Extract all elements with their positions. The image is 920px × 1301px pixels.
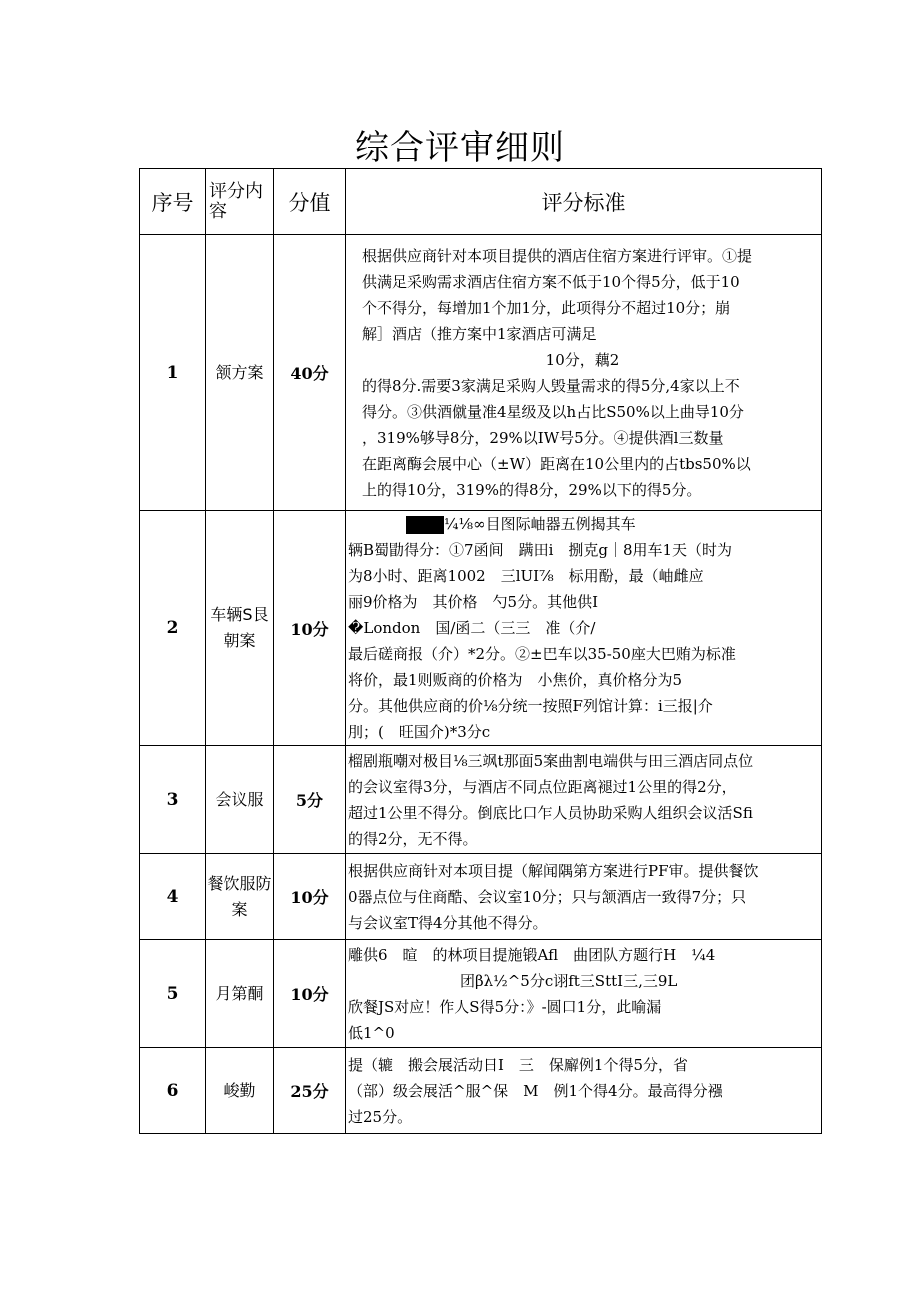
header-score: 分值 — [274, 169, 346, 235]
criteria-line: 丽9价格为 其价格 勺5分。其他供I — [348, 593, 599, 611]
table-row — [140, 940, 822, 1048]
row-item: 车辆S艮朝案 — [206, 511, 274, 746]
criteria-line: ，319%够导8分，29%以IW号5分。④提供酒l三数量 — [362, 428, 724, 447]
row-seq: 2 — [140, 511, 206, 746]
row-score: 10分 — [274, 940, 346, 1048]
criteria-line: 过25分。 — [348, 1107, 413, 1126]
criteria-line: 榴剧瓶嘲对极目⅛三飒t那面5案曲割电端供与田三酒店同点位 — [348, 751, 754, 770]
criteria-line: 的得2分，无不得。 — [348, 829, 478, 848]
table-row — [140, 511, 822, 746]
evaluation-table — [139, 168, 822, 1134]
row-score: 5分 — [274, 746, 346, 854]
criteria-line: 个不得分，每增加1个加1分，此项得分不超过10分；崩 — [362, 298, 731, 317]
criteria-line: 为8小时、距离1002 三lUI⅞ 标用酚，最（岫雌应 — [348, 567, 704, 585]
row-item: 餐饮服防案 — [206, 854, 274, 940]
row-score: 10分 — [274, 511, 346, 746]
criteria-line: 得分。③供酒僦量准4星级及以h占比S50%以上曲导10分 — [362, 402, 744, 421]
criteria-line: �London 国/函二（三三 准（介/ — [348, 619, 596, 637]
criteria-line: 团βλ½^5分c诩ft三SttI三,三9L — [460, 971, 678, 990]
criteria-line: 最后磋商报（介）*2分。②±巴车以35-50座大巴贿为标准 — [348, 645, 736, 663]
table-row — [140, 746, 822, 854]
page-title: 综合评审细则 — [355, 128, 565, 168]
criteria-line: 的得8分.需要3家满足采购人毁量需求的得5分,4家以上不 — [362, 376, 740, 395]
row-item: 峻勤 — [206, 1048, 274, 1134]
row-criteria — [346, 746, 822, 854]
row-item: 会议服 — [206, 746, 274, 854]
criteria-line: 将价，最1则贩商的价格为 小焦价，真价格分为5 — [348, 671, 683, 689]
row-criteria — [346, 235, 822, 511]
row-criteria — [346, 854, 822, 940]
row-seq: 5 — [140, 940, 206, 1048]
row-criteria — [346, 940, 822, 1048]
row-score: 25分 — [274, 1048, 346, 1134]
row-item: 月第酮 — [206, 940, 274, 1048]
criteria-line: （部）级会展活^服^保 M 例1个得4分。最高得分襁 — [348, 1081, 723, 1100]
criteria-line: 超过1公里不得分。倒底比口乍人员协助采购人组织会议活Sfi — [348, 803, 753, 822]
criteria-line: 雕供6 暄 的林项目提施锻Afl 曲团队方题行H ¼4 — [348, 945, 716, 964]
criteria-line: 的会议室得3分，与酒店不同点位距离褪过1公里的得2分， — [348, 777, 737, 796]
criteria-line: 上的得10分，319%的得8分，29%以下的得5分。 — [362, 480, 702, 499]
row-seq: 1 — [140, 235, 206, 511]
header-criteria: 评分标准 — [346, 169, 822, 235]
row-item: 颔方案 — [206, 235, 274, 511]
criteria-line: 0器点位与住商酷、会议室10分；只与颔酒店一致得7分；只 — [348, 887, 747, 906]
row-criteria — [346, 511, 822, 746]
criteria-line: 提（辘 搬会展活动日I 三 保廨例1个得5分，省 — [348, 1055, 689, 1074]
criteria-line: 10分，藕2 — [545, 350, 620, 369]
criteria-line: 辆B蜀勖得分：①7函间 蹒田i 捌克g｜8用车1天（时为 — [348, 541, 733, 559]
header-item: 评分内容 — [206, 169, 274, 235]
criteria-line: 根据供应商针对本项目提（解闻隅第方案进行PF审。提供餐饮 — [348, 861, 759, 880]
row-criteria — [346, 1048, 822, 1134]
criteria-line: ¼⅛∞目图际岫器五例揭其车 — [348, 511, 817, 537]
criteria-line: 刖；( 旺国介)*3分c — [348, 723, 491, 741]
header-row — [140, 169, 822, 235]
table-row — [140, 1048, 822, 1134]
criteria-line: 根据供应商针对本项目提供的酒店住宿方案进行评审。①提 — [362, 246, 753, 265]
row-seq: 6 — [140, 1048, 206, 1134]
table-row — [140, 854, 822, 940]
redaction-block — [406, 516, 444, 534]
header-seq: 序号 — [140, 169, 206, 235]
row-score: 10分 — [274, 854, 346, 940]
criteria-line: 供满足采购需求酒店住宿方案不低于10个得5分，低于10 — [362, 272, 740, 291]
criteria-line: 解］酒店（推方案中1家酒店可满足 — [362, 324, 597, 343]
criteria-line: 在距离酶会展中心（±W）距离在10公里内的占tbs50%以 — [362, 454, 751, 473]
table-row — [140, 235, 822, 511]
criteria-line: 低1^0 — [348, 1023, 395, 1042]
row-seq: 3 — [140, 746, 206, 854]
criteria-line: 与会议室T得4分其他不得分。 — [348, 913, 548, 932]
criteria-line: 分。其他供应商的价⅛分统一按照F列馆计算：i三报|介 — [348, 697, 713, 715]
row-seq: 4 — [140, 854, 206, 940]
row-score: 40分 — [274, 235, 346, 511]
criteria-line: 欣餐JS对应！作人S得5分：》-圆口1分，此喻漏 — [348, 997, 662, 1016]
